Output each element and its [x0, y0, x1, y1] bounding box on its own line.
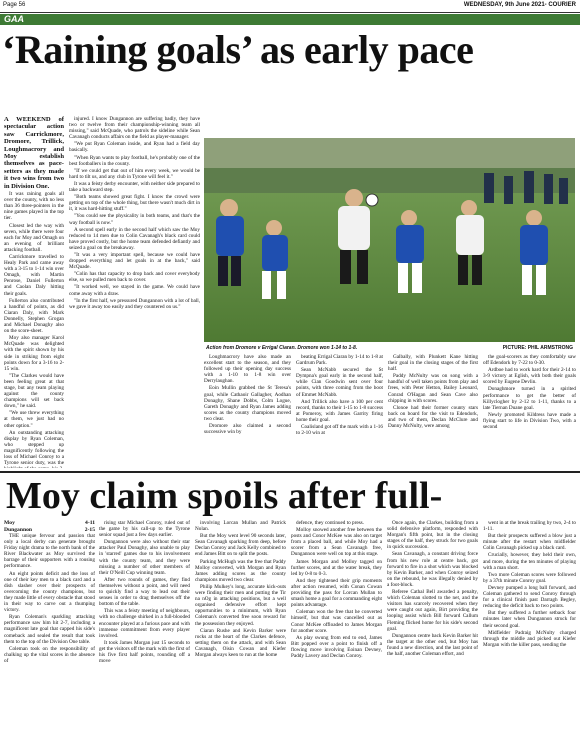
- second-headline: Moy claim spoils after full-: [6, 475, 443, 517]
- paragraph: went in at the break trailing by two, 2-4 to 1-11.: [483, 520, 576, 533]
- paragraph: Ciaran Rushe and Kevin Barker were rocks at the heart of the Clarkes defence, setting them on the attack, and with Sean Cavanagh, Oisin Cowan and Kiefer Morgan always keen to run at the home: [195, 627, 286, 658]
- paragraph: This was a feisty meeting of neighbours, with no challenge shirked in a full-blooded encounter played at a furious pace and with immense commitment from every player involved.: [99, 608, 190, 639]
- paragraph: Once again, the Clarkes, building from a solid defensive platform, responded with Morgan's fifth point, but in the closing stages of the half, they struck for two goals in quick succession.: [387, 520, 478, 551]
- article2-col5-body: [387, 520, 478, 657]
- paragraph: Newly promoted Kildress have made a flying start to life in Division Two, with a second: [483, 411, 576, 431]
- paragraph: Paddy McNulty was on song with a handful of well taken points from play and frees, with Peter Hetton, Bailey Leonard, Conrad O'Hagan and Sean Cave also chipping in with scores.: [388, 373, 478, 404]
- paragraph: But they suffered a further setback four minutes later when Dungannon struck for their second goal.: [483, 610, 576, 629]
- article2-col4-body: [291, 520, 382, 659]
- paragraph: "Both teams showed great fight. I know the crowd were getting on top of the whole thing, but there wasn't much dirt in it, it was hard-hitting stuff.": [69, 194, 200, 213]
- paragraph: "We put Ryan Coleman inside, and Ryan had a field day basically.: [69, 141, 200, 154]
- paragraph: "When Ryan wants to play football, he's probably one of the best footballers in the county.: [69, 154, 200, 167]
- paragraph: "Colin has that capacity to drop back and cover everybody else, so we pulled men back to cover.: [69, 271, 200, 284]
- article1-col6-body: [483, 354, 576, 430]
- paragraph: "You could see the physicality in both teams, and that's the way football is now.": [69, 213, 200, 226]
- page-header: [0, 0, 580, 13]
- paragraph: "In the first half, we pressured Dungannon with a lot of ball, we gave it away too easily and they countered on us.": [69, 297, 200, 310]
- score-team: Dungannon: [4, 526, 32, 533]
- paragraph: Sean Cavanagh, a constant driving force from his new role at centre back, got forward to fire in a shot which was blocked by Kevin Barker, and when Conroy seized on the rebound, he was illegally denied by a foot-block.: [387, 551, 478, 588]
- paragraph: the goal-scorers as they comfortably saw off Edendork by 7-22 to 0-30.: [483, 354, 576, 367]
- paragraph: Dromore also claimed a second successive win by: [204, 423, 291, 436]
- paragraph: James Morgan and Molloy tagged on further scores, and at the water break, they led by 0-8 to 0-3.: [291, 558, 382, 577]
- caption-text: Action from Dromore v Errigal Ciaran. Dromore won 1-14 to 1-8.: [206, 345, 358, 351]
- paragraph: Carrickmore travelled to Healy Park and came away with a 3-15 to 1-14 win over Omagh, with Martin Penrose, Daniel Fullerton and Caolan Daly hitting their goals.: [4, 254, 64, 297]
- scoreline: [4, 520, 95, 533]
- paragraph: An eight points deficit and the loss of one of their key men to a black card and a dish slasher over their prospects of overcoming the county champions, but they made little of every obstacle that stood in their way to carve out a thumping victory.: [4, 570, 95, 614]
- issue-date: WEDNESDAY, 9th June 2021- COURIER: [463, 2, 576, 8]
- paragraph: An outstanding attacking display by Ryan Coleman, who stepped up magnificently following the loss of Michael Conroy to a Tyrone senior duty, was the: [4, 429, 64, 467]
- paragraph: Molloy snowed another free between the posts and Conor McKee was also on target from a placed ball, and while Moy had a scorer from a Sean Cavanagh free, Dungannon were well on top at this stage.: [291, 527, 382, 558]
- article1-lead: A WEEKEND of spectacular action saw Carrickmore, Dromore, Trillick, Loughmacrory and Moy establish themselves as pace-setters as they made it two wins from two in Division One.: [4, 116, 64, 190]
- paragraph: Closest led the way with seven, while there were four each for Moy and Omagh on an evening of brilliant attacking football.: [4, 222, 64, 253]
- article1-column-4: [296, 354, 383, 468]
- paragraph: rising star Michael Conroy, ruled out of the game by his call-up to the Tyrone senior squad just a few days earlier.: [99, 520, 190, 539]
- paragraph: After two rounds of games, they find themselves without a point, and will need to quickly find a way to lead out their senses in order to drag themselves off the bottom of the table.: [99, 576, 190, 608]
- article1-col4-body: [296, 354, 383, 436]
- paragraph: Two more Coleman scores were followed by a 37th minute Conroy goal.: [483, 571, 576, 584]
- paragraph: defence, they continued to press.: [296, 520, 364, 526]
- article2-col1-body: [4, 533, 95, 664]
- paragraph: "The Clarkes would have been feeling great at that stage, but any team playing against the county champions will set back down," he said.: [4, 372, 64, 410]
- paragraph: Ardboe had to work hard for their 2-14 to 3-9 victory at Eglish, with both their goals scored by Eugene Devlin.: [483, 367, 576, 386]
- paragraph: It was raining goals all over the county, with no less than 36 three-pointers in the nine games played in the top tier.: [4, 191, 64, 222]
- paragraph: "It was a very important spell, because we could have dropped everything and let goals in at the back," said McQuade.: [69, 251, 200, 271]
- paragraph: "If we could get that out of him every week, we would be hard to tilt us, and any club in Tyrone will feel it.": [69, 167, 200, 180]
- article1-col3-body: [204, 354, 291, 435]
- score-value: 2-15: [84, 526, 95, 533]
- paragraph: A second spell early in the second half which saw the Moy reduced to 14 men due to Colin Cavanagh's black card could have proved costly, but the home team defended defiantly and seized a goal on the breakaway.: [69, 226, 200, 251]
- article1-column-2: [69, 116, 200, 468]
- paragraph: "It worked well, we stayed in the game. We could have come away with a draw.: [69, 284, 200, 297]
- match-photo: [204, 138, 575, 342]
- section-divider: [0, 471, 580, 473]
- article1-col5-body: [388, 354, 478, 429]
- paragraph: Fullerton also contributed a handful of points, as did Ciaran Daly, with Mark Donnelly, Stephen Grogan and Michael Donaghy also on the score-sheet.: [4, 297, 64, 335]
- paragraph: And they tightened their grip moments after action resumed, with Conan Cowan providing the pass for Lorcan Mullan to smash home a goal for a commanding eight points advantage.: [291, 577, 382, 609]
- article1-column-6: [483, 354, 576, 468]
- paragraph: Sean McNabb secured the St Dympna's goal early in the second half, while Cian Goodwin sent over four points, with three coming from the boot of Emmet McNabb.: [296, 367, 383, 398]
- paragraph: involving Lorcan Mullan and Patrick Nolan.: [195, 520, 286, 533]
- photo-credit: PICTURE: PHIL ARMSTRONG: [502, 345, 573, 351]
- paragraph: Loughmacrory have also made an excellent start to the season, and they followed up their opening day success with a 1-10 to 1-8 win over Derrylaughan.: [204, 354, 291, 385]
- article2-col2-body: [99, 520, 190, 664]
- article2-column-2: [99, 520, 190, 734]
- paragraph: It took James Morgan just 15 seconds to get the visitors off the mark with the first of his five first half points, rounding off a move: [99, 639, 190, 665]
- paragraph: Crucially, however, they held their own, and more, during the ten minutes of playing with a man short.: [483, 552, 576, 571]
- paragraph: But their prospects suffered a blow just a minute after the restart when midfielder Colin Cavanagh picked up a black card.: [483, 533, 576, 552]
- paragraph: Referee Cathal Bell awarded a penalty, which Coleman slotted to the net, and the visitors has scarcely recovered when they were caught out again, Birt providing the looping assist which Bill forward Callum Fleming flicked home for his side's second goal.: [387, 589, 478, 632]
- article1-column-5: [388, 354, 478, 468]
- paragraph: Coleman won the free that he converted himself, but that was cancelled out as Conor McKee offloaded to James Morgan for another score.: [291, 609, 382, 634]
- paragraph: Ryan Coleman's sparkling attacking performance saw him hit 2-7, including a magnificent late goal that capped his side's comeback and sealed the result that took them to the top of the Division One table.: [4, 614, 95, 645]
- football-action-image: [204, 138, 575, 342]
- paragraph: Moy also manager Karol McQuade was delighted with the spirit shown by his side in striking from eight points down for a 3-16 to 2-15 win.: [4, 335, 64, 372]
- paragraph: Eoin Mullin grabbed the St Teresa's goal, while Cathaoir Gallagher, Aodhan Donaghy, Shane Dobbs, Colm Logue, Gareth Donaghy and Ryan James adding scores as the county champions moved two clear.: [204, 385, 291, 422]
- score-team: Moy: [4, 520, 15, 526]
- article2-column-6: [483, 520, 576, 734]
- photo-caption: [204, 344, 575, 352]
- score-value: 4-11: [85, 520, 95, 526]
- paragraph: Dungannon were also without their star attacker Paul Donaghy, also unable to play in 'starred' games due to his involvement with the county team, and they were missing a number of other members of their O'Neill Cup winning team.: [99, 539, 190, 576]
- main-headline: ‘Raining goals’ as early pace: [2, 27, 474, 72]
- paragraph: THE unique fervour and passion that only a local derby can generate brought Friday night drama to the north bank of the River Blackwater as Moy survived the barrage of their supporters with a rousing performance.: [4, 533, 95, 570]
- paragraph: Clonoe had their former county stars back on board for the visit to Edendork, and two of them, Declan McClure and Danny McNulty, were among: [388, 404, 478, 430]
- section-banner: GAA: [0, 14, 580, 25]
- article2-col6-body: [483, 520, 576, 648]
- paragraph: injured. I know Dungannon are suffering badly, they have two or twelve from their championship-winning team all missing," said McQuade, who patrols the sideline while Sean Cavanagh conducts affairs on the field as player-manager.: [69, 116, 200, 141]
- paragraph: As play swung from end to end, James Bitt popped over a point to finish off a flowing move involving Eoinan Devney, Paddy Lavery and Declan Conroy.: [291, 634, 382, 659]
- article1-column-3: [204, 354, 291, 468]
- article2-column-5: [387, 520, 478, 734]
- paragraph: "We use threw everything at them, we just had no other option.": [4, 410, 64, 429]
- paragraph: Coalisland got off the mark with a 1-16 to 2-10 win at: [296, 424, 383, 437]
- article1-col2-body: [69, 116, 200, 310]
- paragraph: Dungannon centre back Kevin Barker hit the target at the other end, but Moy has found a new direction, and the last point of the half, another Coleman effort, and: [387, 632, 478, 657]
- article1-column-1: [4, 116, 64, 468]
- article1-col1-body: [4, 191, 64, 468]
- paragraph: Coleman took on the responsibility of chalking up the vital scores in the absence of: [4, 645, 95, 664]
- paragraph: beating Errigal Ciaran by 1-14 to 1-8 at Gardrum Park.: [296, 354, 383, 367]
- paragraph: Devney pumped a long ball forward, and Coleman gathered to send Conroy through for a clinical finish past Darragh Begley, reducing the deficit back to two points.: [483, 584, 576, 610]
- article2-col3-body: [195, 520, 286, 658]
- article2-column-3: [195, 520, 286, 734]
- paragraph: But the Moy went level 90 seconds later, Sean Cavanagh sparking from deep, before Declan Conroy and Jack Kelly combined to end James Bitt on to split the posts.: [195, 533, 286, 558]
- paragraph: Galbally, with Plunkett Kane hitting their goal in the closing stages of the first half.: [388, 354, 478, 373]
- article2-column-1: [4, 520, 95, 734]
- paragraph: Parking McHugh was the free that Paddy Molloy converted, with Morgan and Ryan James adding scores as the county champions moved two clear.: [195, 558, 286, 583]
- paragraph: Donaghmore turned in a spirited performance to get the better of Killyclogher by 2-12 to 1-11, thanks to a late Tiernan Duane goal.: [483, 386, 576, 411]
- article2-column-4: [291, 520, 382, 734]
- paragraph: Philip Mulkey's long, accurate kick-outs were finding their men and putting the Tir na nOg in attacking positions, but a well organised defensive effort kept opportunities to a minimum, with Ryan Coleman's converted free soon reward for the possession they enjoyed.: [195, 583, 286, 627]
- paragraph: It was a feisty derby encounter, with neither side prepared to take a backward step.: [69, 180, 200, 194]
- page-number: Page 56: [3, 2, 26, 8]
- paragraph: And Trillick also have a 100 per cent record, thanks to their 1-15 to 1-8 success at Pomeroy, with James Garrity firing home their goal.: [296, 398, 383, 423]
- paragraph: Midfielder Padraig McNulty charged through the middle and picked out Kiefer Morgan with the killer pass, sending the: [483, 629, 576, 648]
